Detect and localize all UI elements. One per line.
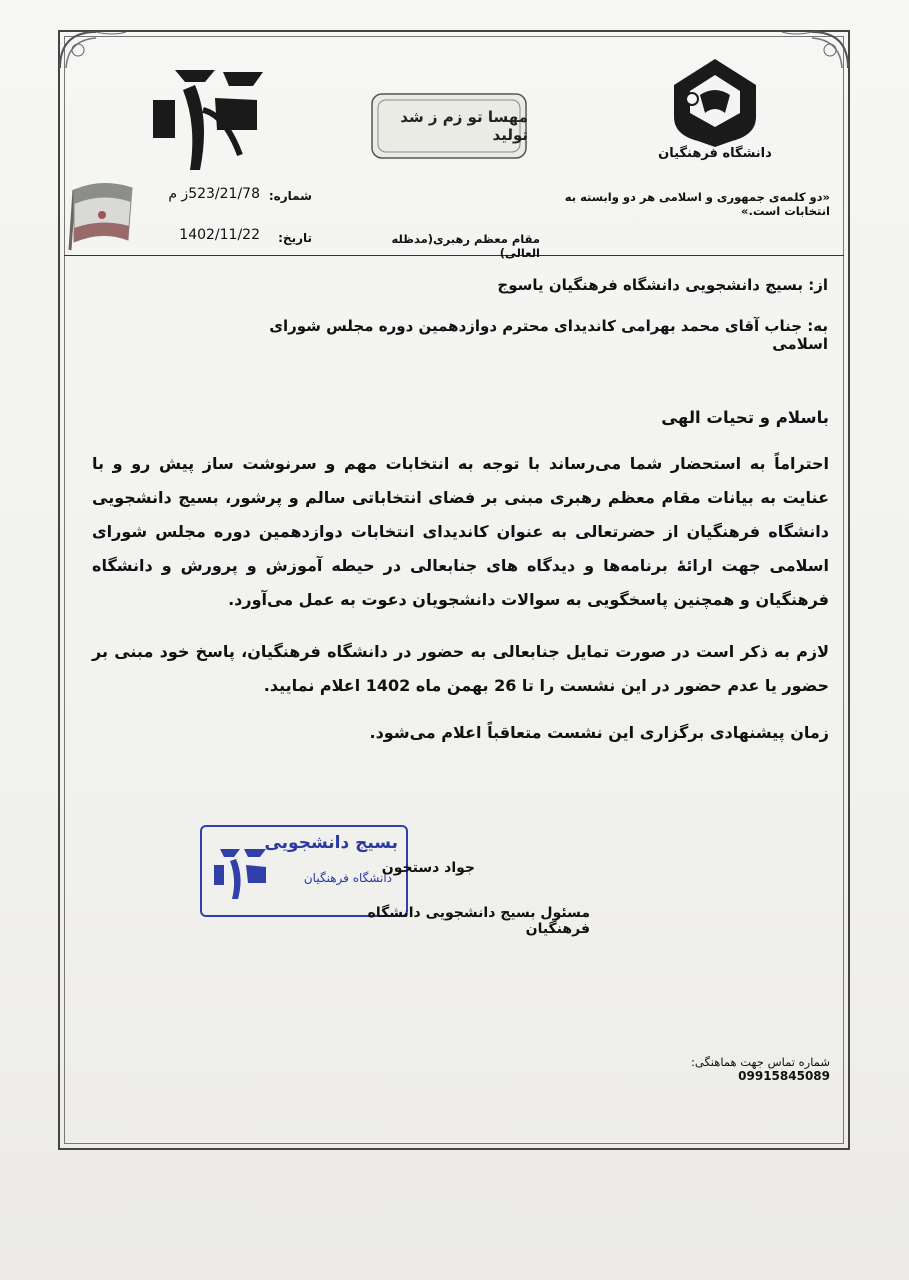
stamp-emblem-icon <box>210 841 270 901</box>
corner-ornament-icon <box>58 30 128 70</box>
letter-from: از: بسیج دانشجویی دانشگاه فرهنگیان یاسوج <box>497 276 828 294</box>
letter-to: به: جناب آقای محمد بهرامی کاندیدای محترم دوازدهمین دوره مجلس شورای اسلامی <box>269 317 828 353</box>
letter-paragraph: زمان پیشنهادی برگزاری این نشست متعاقباً اعلام می‌شود. <box>369 723 829 742</box>
number-value: 523/21/78ز م <box>168 186 260 202</box>
basij-logo-icon <box>145 60 265 175</box>
stamp-subtitle: دانشگاه فرهنگیان <box>303 871 392 885</box>
letter-paragraph: لازم به ذکر است در صورت تمایل جنابعالی به حضور در دانشگاه فرهنگیان، پاسخ خود مبنی بر حضور یا عدم حضور در این نشست را تا 26 بهمن ماه 1402 اعلام نمایید. <box>92 642 829 695</box>
contact-label: شماره تماس جهت هماهنگی: <box>691 1055 830 1069</box>
contact-line <box>600 1055 830 1083</box>
leader-attribution: مقام معظم رهبری(مدظله العالی) <box>391 232 540 260</box>
signer-name: جواد دستخون <box>381 860 475 876</box>
number-label: شماره: <box>268 189 312 203</box>
university-name: دانشگاه فرهنگیان <box>658 146 772 161</box>
corner-ornament-icon <box>780 30 850 70</box>
signer-title: مسئول بسیج دانشجویی دانشگاه فرهنگیان <box>367 905 590 937</box>
iran-flag-icon <box>62 170 142 255</box>
letter-greeting: باسلام و تحیات الهی <box>661 408 829 427</box>
calligraphy-text: مهسا تو زم ز شد تولید <box>400 108 528 144</box>
motto-quote: «دو کلمه‌ی جمهوری و اسلامی هر دو وابسته به انتخابات است.» <box>564 190 830 218</box>
date-value: 1402/11/22 <box>179 227 260 243</box>
stamp-title: بسیج دانشجویی <box>264 833 398 853</box>
calligraphy-cartouche <box>370 92 528 160</box>
date-label: تاریخ: <box>278 231 312 245</box>
letter-paragraph: احتراماً به استحضار شما می‌رساند با توجه به انتخابات مهم و سرنوشت ساز پیش رو و با عنایت به بیانات مقام معظم رهبری مبنی بر فضای انتخاباتی سالم و پرشور، بسیج دانشجویی دانشگاه فرهنگیان از حضرتعالی به عنوان کاندیدای انتخابات دوازدهمین دوره مجلس شورای اسلامی جهت ارائهٔ برنامه‌ها و دیدگاه های جنابعالی در حیطه آموزش و پرورش و دانشگاه فرهنگیان و همچنین پاسخگویی به سوالات دانشجویان دعوت به عمل می‌آورد. <box>92 454 829 609</box>
contact-number: 09915845089 <box>738 1069 830 1083</box>
